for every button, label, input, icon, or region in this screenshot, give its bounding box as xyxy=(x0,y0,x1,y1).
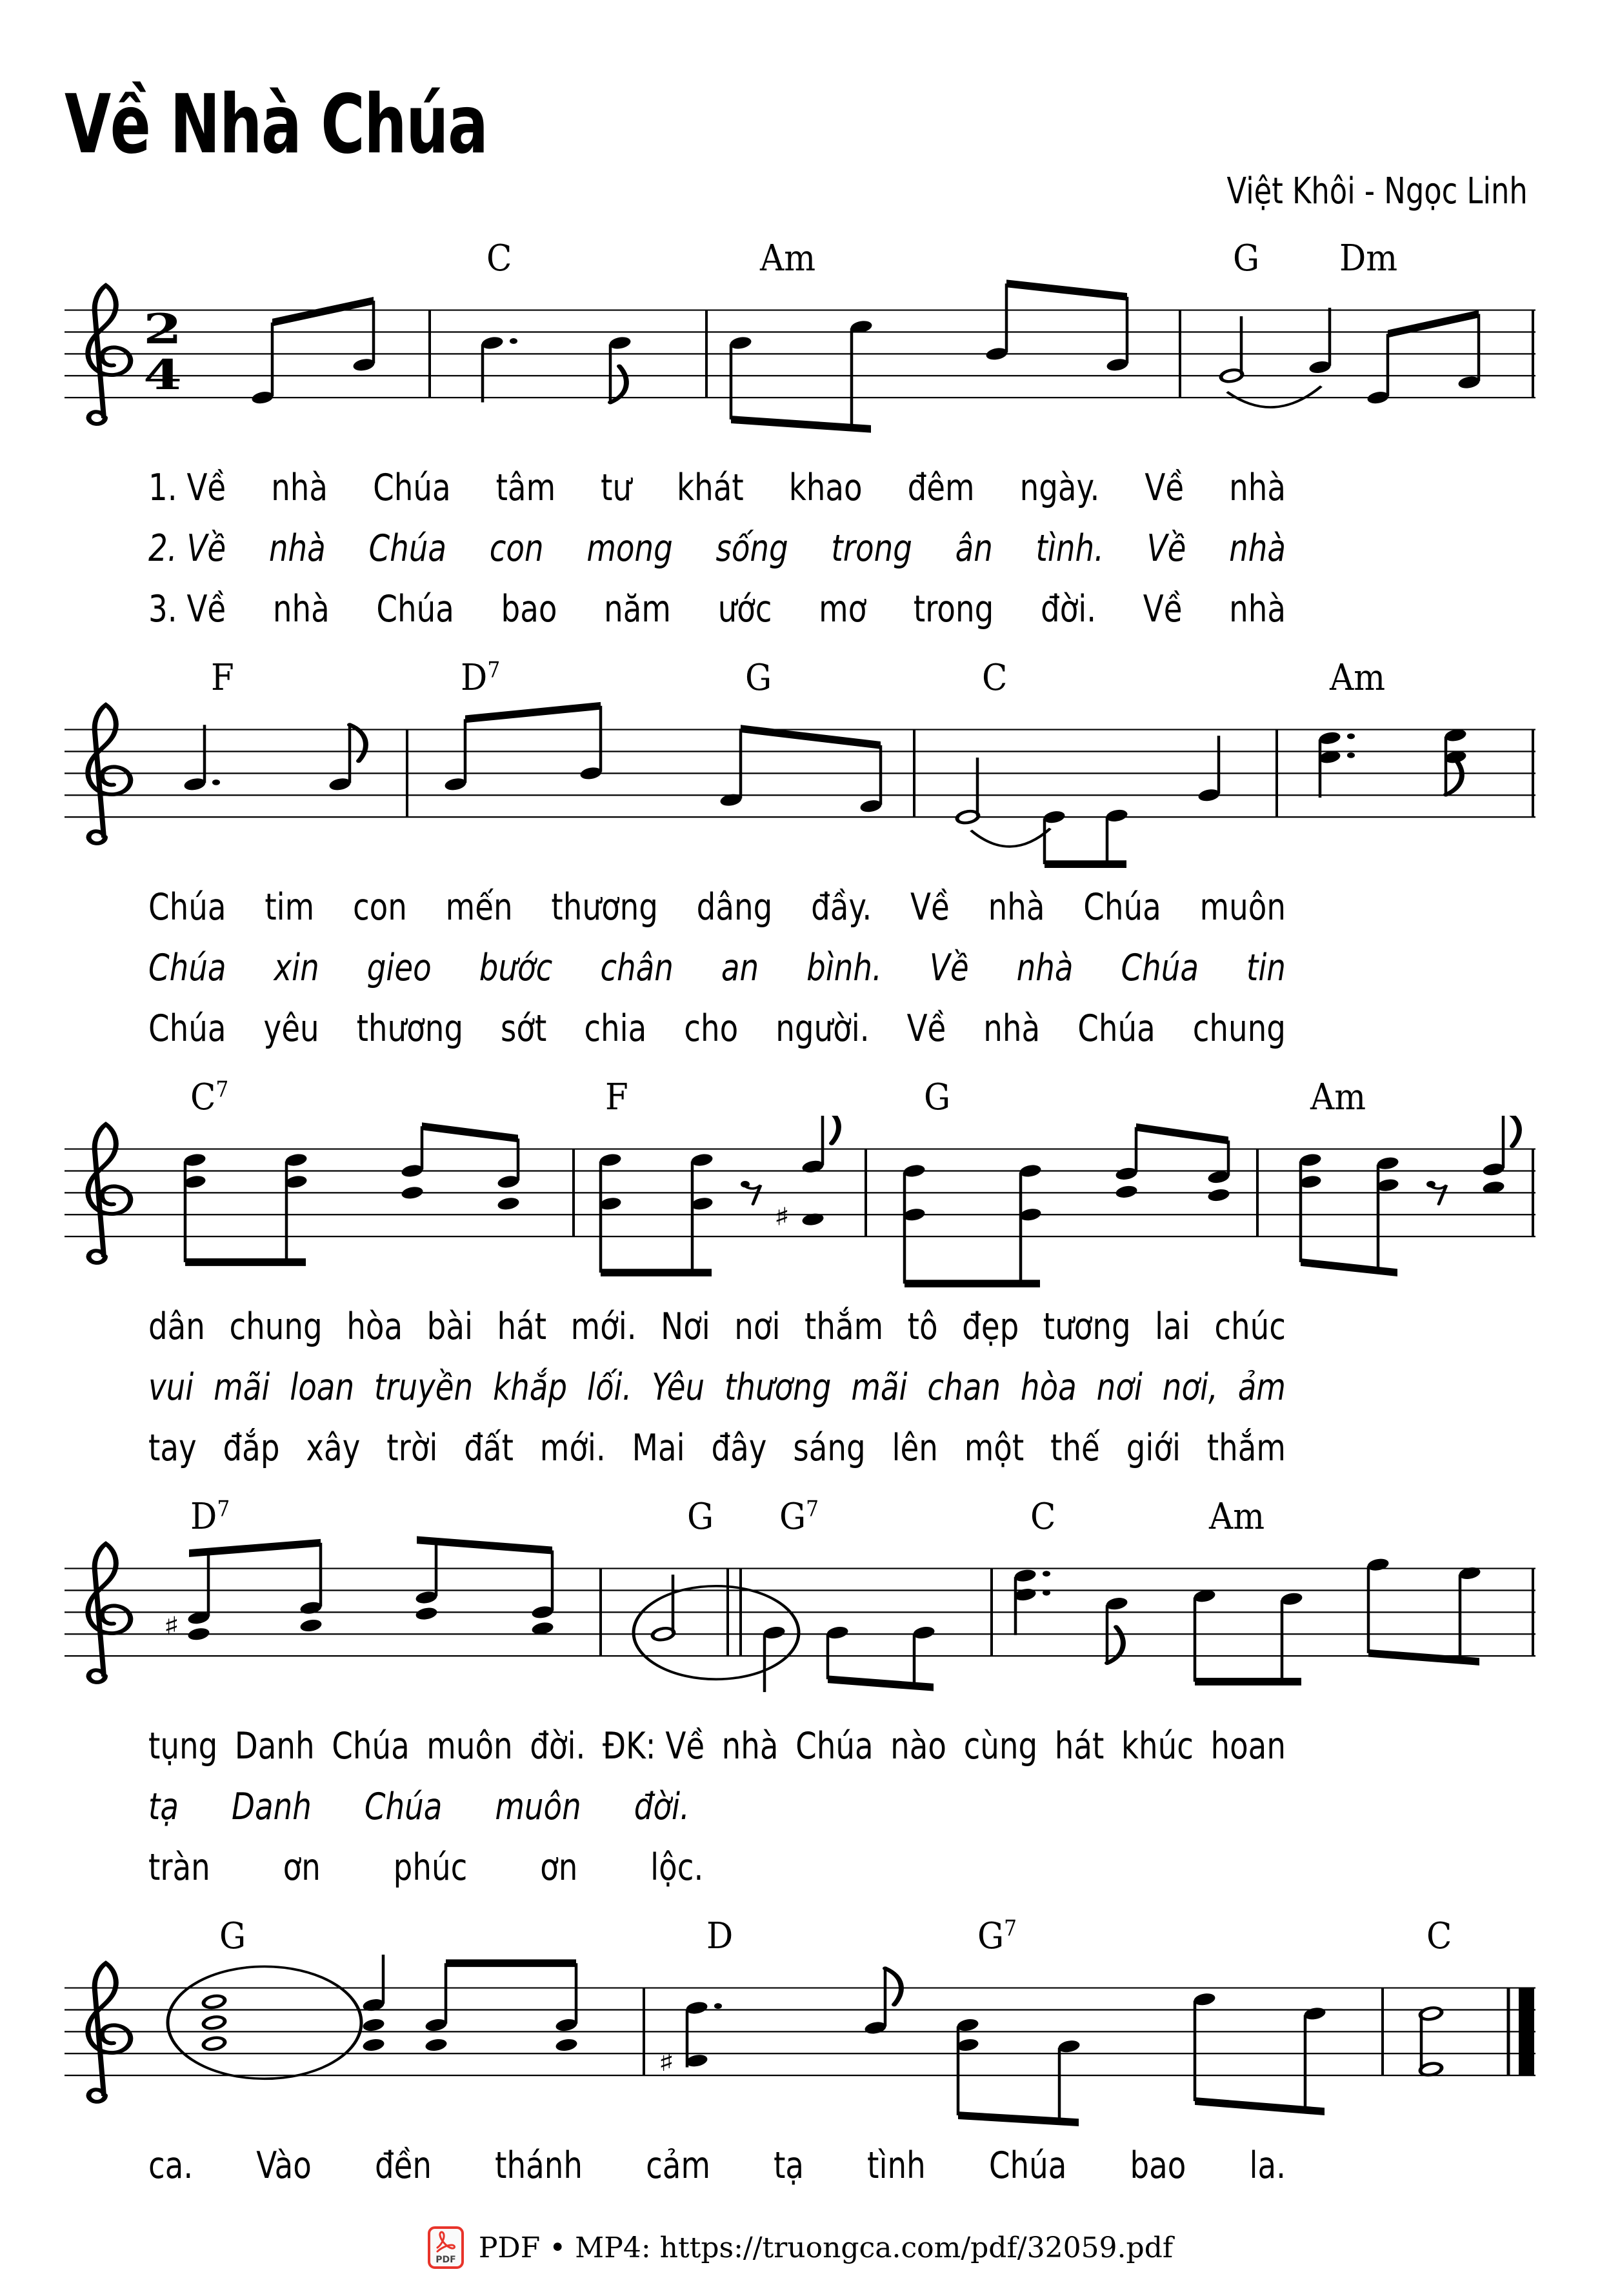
augmentation-dot xyxy=(1043,1571,1050,1576)
beam xyxy=(731,416,871,433)
lyric-word: lai xyxy=(1155,1305,1190,1348)
chord-row xyxy=(65,1493,1535,1538)
lyric-word: cho xyxy=(684,1007,739,1050)
chord-row xyxy=(65,1912,1535,1955)
lyric-word: Về xyxy=(1145,466,1185,509)
chord-symbol: G xyxy=(745,657,772,699)
lyric-word: nhà xyxy=(988,885,1045,929)
lyric-word: yêu xyxy=(263,1007,319,1050)
lyric-word: tư xyxy=(601,466,632,509)
lyric-word: tình. xyxy=(1035,527,1104,570)
lyric-word: mong xyxy=(586,527,673,570)
lyric-word: đời. xyxy=(634,1785,690,1828)
lyric-word: Chúa xyxy=(148,946,226,989)
lyric-word: Về xyxy=(910,885,950,929)
beam xyxy=(1368,1649,1479,1666)
lyric-word: cùng xyxy=(963,1724,1038,1767)
lyric-word: thánh xyxy=(495,2144,583,2187)
lyric-word: sớt xyxy=(501,1007,547,1050)
composer-credit: Việt Khôi - Ngọc Linh xyxy=(1226,170,1528,212)
lyrics-block xyxy=(65,877,1535,1059)
chord-symbol: C xyxy=(982,657,1008,699)
lyric-word: muôn xyxy=(426,1724,513,1767)
lyric-word: mới. xyxy=(539,1426,606,1469)
lyric-word: Chúa xyxy=(376,587,454,630)
lyric-word: tin xyxy=(1246,946,1286,989)
lyric-word: ước xyxy=(717,587,772,630)
staff-system xyxy=(65,1955,1535,2135)
chord-symbol: Am xyxy=(760,237,816,279)
lyric-word: nhà xyxy=(721,1724,779,1767)
system-3 xyxy=(65,1073,1535,1478)
augmentation-dot xyxy=(510,338,517,344)
lyric-word: 1. Về xyxy=(148,466,226,509)
lyric-word: an xyxy=(721,946,759,989)
lyrics-line xyxy=(148,1296,1535,1357)
header xyxy=(65,77,1535,216)
lyric-word: ca. xyxy=(148,2144,194,2187)
lyric-word: ngày. xyxy=(1019,466,1100,509)
lyric-word: mến xyxy=(445,885,513,929)
chord-symbol: F xyxy=(211,657,234,699)
lyric-word: lối. xyxy=(586,1365,632,1409)
lyric-word: Chúa xyxy=(148,885,226,929)
chord-symbol: $D^7$ xyxy=(190,1496,230,1538)
lyric-word: đẹp xyxy=(962,1305,1019,1348)
lyric-word: người. xyxy=(775,1007,870,1050)
chord-symbol: Dm xyxy=(1339,237,1398,279)
beam xyxy=(828,1675,934,1691)
lyric-word: ân xyxy=(955,527,993,570)
lyrics-block xyxy=(65,2135,1535,2196)
lyric-word: tay xyxy=(148,1426,197,1469)
lyric-word: giới xyxy=(1126,1426,1181,1469)
lyric-word: hòa xyxy=(346,1305,403,1348)
augmentation-dot xyxy=(212,780,220,785)
lyric-word: khao xyxy=(788,466,863,509)
beam xyxy=(422,1122,518,1142)
lyric-word: nào xyxy=(890,1724,947,1767)
lyric-word: bài xyxy=(426,1305,473,1348)
tie-oval xyxy=(168,1966,361,2079)
lyric-word: nhà xyxy=(272,587,330,630)
lyric-word: đầy. xyxy=(811,885,872,929)
tie-slur xyxy=(971,829,1050,847)
lyric-word: nhà xyxy=(1229,466,1286,509)
lyric-word: dân xyxy=(148,1305,205,1348)
lyric-word: Chúa xyxy=(1121,946,1199,989)
chord-symbol: G xyxy=(219,1915,246,1957)
augmentation-dot xyxy=(714,2003,722,2009)
lyric-word: Chúa xyxy=(373,466,451,509)
footer-link[interactable]: PDF • MP4: https://truongca.com/pdf/32059.pdf xyxy=(478,2231,1174,2264)
lyric-word: nơi xyxy=(1096,1365,1143,1409)
note-head xyxy=(1206,1187,1232,1203)
lyric-word: chân xyxy=(600,946,674,989)
lyric-word: đất xyxy=(464,1426,514,1469)
lyric-word: thương xyxy=(724,1365,832,1409)
chord-symbol: G xyxy=(687,1496,714,1538)
lyric-word: thắm xyxy=(1206,1426,1286,1469)
lyric-word: tâm xyxy=(495,466,556,509)
lyric-word: phúc xyxy=(393,1846,468,1889)
pdf-icon-label: PDF xyxy=(435,2255,456,2265)
lyric-word: Chúa xyxy=(988,2144,1067,2187)
lyric-word: hòa xyxy=(1020,1365,1077,1409)
lyric-word: muôn xyxy=(495,1785,581,1828)
eighth-flag xyxy=(1446,759,1462,795)
note-head xyxy=(1114,1184,1139,1200)
lyric-word: khắp xyxy=(493,1365,568,1409)
treble-clef-icon xyxy=(88,285,130,424)
lyric-word: nhà xyxy=(1229,587,1286,630)
augmentation-dot xyxy=(1347,752,1355,758)
lyric-word: hoan xyxy=(1210,1724,1286,1767)
lyric-word: Mai xyxy=(632,1426,685,1469)
lyric-word: sống xyxy=(715,527,788,570)
lyric-word: con xyxy=(352,885,407,929)
chord-symbol: F xyxy=(605,1076,628,1118)
sharp-accidental: ♯ xyxy=(774,1202,790,1231)
lyric-word: hát xyxy=(1054,1724,1105,1767)
lyric-word: Vào xyxy=(256,2144,312,2187)
note-head xyxy=(414,1606,439,1621)
lyric-word: sáng xyxy=(793,1426,866,1469)
lyric-word: Chúa xyxy=(148,1007,226,1050)
lyric-word: lộc. xyxy=(650,1846,704,1889)
note-head xyxy=(186,1626,212,1642)
lyric-word: Chúa xyxy=(1077,1007,1155,1050)
lyric-word: trong xyxy=(831,527,912,570)
system-2 xyxy=(65,654,1535,1059)
lyric-word: muôn xyxy=(1199,885,1286,929)
lyric-word: hát xyxy=(497,1305,547,1348)
system-1 xyxy=(65,234,1535,639)
lyric-word: dâng xyxy=(696,885,773,929)
lyric-word: đền xyxy=(374,2144,432,2187)
lyric-word: tình xyxy=(867,2144,926,2187)
lyric-word: tụng xyxy=(148,1724,218,1767)
chord-symbol: D xyxy=(706,1915,734,1957)
note-head xyxy=(399,1185,425,1200)
chord-symbol: C xyxy=(1030,1496,1056,1538)
beam xyxy=(1195,1678,1301,1686)
lyric-word: Danh xyxy=(231,1785,312,1828)
lyric-word: Về xyxy=(929,946,969,989)
lyric-word: khúc xyxy=(1121,1724,1194,1767)
lyric-word: nơi xyxy=(734,1305,781,1348)
lyric-word: thương xyxy=(551,885,658,929)
lyric-word: trời xyxy=(386,1426,438,1469)
staff-system xyxy=(65,696,1535,877)
note-head xyxy=(361,2017,386,2033)
lyric-word: ảm xyxy=(1237,1365,1286,1409)
note-head xyxy=(298,1618,324,1633)
lyric-word: 3. Về xyxy=(148,587,226,630)
lyric-word: chan xyxy=(927,1365,1001,1409)
eighth-flag xyxy=(1503,1116,1519,1146)
chord-symbol: $G^7$ xyxy=(779,1496,819,1538)
lyric-word: mới. xyxy=(570,1305,637,1348)
lyric-word: bao xyxy=(501,587,557,630)
beam xyxy=(272,297,374,327)
lyric-word: tương xyxy=(1043,1305,1131,1348)
lyric-word: Nơi xyxy=(661,1305,710,1348)
lyric-word: bao xyxy=(1130,2144,1186,2187)
note-head xyxy=(201,1994,227,2009)
lyric-word: ơn xyxy=(540,1846,578,1889)
lyric-word: Về xyxy=(906,1007,946,1050)
lyric-word: tạ xyxy=(774,2144,805,2187)
note-head xyxy=(800,1211,826,1227)
footer xyxy=(65,2226,1535,2270)
augmentation-dot xyxy=(1043,1590,1050,1596)
lyric-word: nhà xyxy=(1229,527,1286,570)
lyric-word: nhà xyxy=(271,466,328,509)
lyric-word: chung xyxy=(1192,1007,1286,1050)
eighth-rest-icon xyxy=(745,1185,761,1204)
system-5 xyxy=(65,1912,1535,2196)
treble-clef-icon xyxy=(88,1124,130,1263)
augmentation-dot xyxy=(1347,733,1355,739)
beam xyxy=(1006,279,1127,300)
staff-system xyxy=(65,277,1535,458)
treble-clef-icon xyxy=(88,705,130,843)
lyric-word: thắm xyxy=(805,1305,884,1348)
song-title: Về Nhà Chúa xyxy=(65,77,488,172)
lyric-word: đắp xyxy=(223,1426,280,1469)
chord-symbol: C xyxy=(1426,1915,1452,1957)
lyrics-block xyxy=(65,458,1535,639)
beam xyxy=(446,1959,576,1967)
lyric-word: thế xyxy=(1050,1426,1100,1469)
note-head xyxy=(554,2037,579,2053)
lyric-word: chúc xyxy=(1214,1305,1286,1348)
beam xyxy=(465,702,601,723)
lyric-word: Chúa xyxy=(332,1724,410,1767)
lyric-word: 2. Về xyxy=(148,527,226,570)
chord-symbol: Am xyxy=(1310,1076,1366,1118)
lyrics-block xyxy=(65,1716,1535,1898)
lyric-word: con xyxy=(489,527,544,570)
lyric-word: nhà xyxy=(983,1007,1041,1050)
lyric-word: đây xyxy=(711,1426,767,1469)
time-signature: 2 xyxy=(143,305,182,354)
chord-row xyxy=(65,1073,1535,1116)
lyric-word: mãi xyxy=(214,1365,270,1409)
lyric-word: xây xyxy=(306,1426,361,1469)
note-head xyxy=(201,2036,227,2051)
lyrics-line xyxy=(148,938,1535,998)
chord-symbol: G xyxy=(924,1076,951,1118)
eighth-rest-icon xyxy=(1431,1185,1446,1204)
lyrics-line xyxy=(148,1357,1535,1418)
lyrics-block xyxy=(65,1296,1535,1478)
lyric-word: chia xyxy=(584,1007,647,1050)
sharp-accidental: ♯ xyxy=(163,1611,180,1640)
lyric-word: tràn xyxy=(148,1846,210,1889)
system-4 xyxy=(65,1493,1535,1898)
lyric-word: nhà xyxy=(1016,946,1074,989)
beam xyxy=(1045,860,1126,868)
lyric-word: loan xyxy=(290,1365,355,1409)
lyric-word: mãi xyxy=(851,1365,908,1409)
sharp-accidental: ♯ xyxy=(658,2048,675,2077)
chord-row xyxy=(65,234,1535,277)
chord-symbol: G xyxy=(1233,237,1260,279)
lyric-word: trong xyxy=(913,587,994,630)
lyric-word: Danh xyxy=(234,1724,315,1767)
lyric-word: chung xyxy=(229,1305,323,1348)
lyrics-line xyxy=(148,1837,1535,1898)
note-head xyxy=(423,2037,449,2053)
lyrics-line xyxy=(148,998,1535,1059)
eighth-flag xyxy=(1107,1627,1123,1663)
chord-symbol: $D^7$ xyxy=(461,657,501,699)
lyric-word: bước xyxy=(479,946,553,989)
lyrics-line xyxy=(148,1716,1535,1777)
lyric-word: bình. xyxy=(806,946,882,989)
lyric-word: năm xyxy=(604,587,671,630)
lyric-word: một xyxy=(964,1426,1025,1469)
lyric-word: tim xyxy=(265,885,315,929)
lyrics-line xyxy=(148,579,1535,639)
note-head xyxy=(361,2037,386,2053)
lyric-word: tạ xyxy=(148,1785,179,1828)
eighth-flag xyxy=(823,1116,839,1143)
lyrics-line xyxy=(148,458,1535,518)
lyric-word: tô xyxy=(907,1305,938,1348)
lyric-word: nơi, xyxy=(1162,1365,1218,1409)
final-barline xyxy=(1519,1988,1534,2076)
lyrics-line xyxy=(148,1418,1535,1478)
lyrics-line xyxy=(148,1777,1535,1837)
lyrics-line xyxy=(148,518,1535,579)
lyric-word: mơ xyxy=(819,587,867,630)
lyric-word: Chúa xyxy=(364,1785,443,1828)
treble-clef-icon xyxy=(88,1544,130,1682)
chord-symbol: Am xyxy=(1330,657,1386,699)
lyric-word: xin xyxy=(274,946,319,989)
chord-symbol: $G^7$ xyxy=(977,1915,1017,1957)
lyric-word: khát xyxy=(677,466,744,509)
lyric-word: ĐK: Về xyxy=(602,1724,705,1767)
lyric-word: ơn xyxy=(283,1846,321,1889)
pdf-file-icon[interactable] xyxy=(427,2226,465,2270)
lyric-word: đêm xyxy=(907,466,975,509)
time-signature: 4 xyxy=(143,350,182,399)
lyric-word: nhà xyxy=(268,527,326,570)
lyric-word: Chúa xyxy=(368,527,447,570)
beam xyxy=(1301,1258,1397,1276)
lyric-word: đời. xyxy=(1040,587,1097,630)
eighth-flag xyxy=(885,1968,901,2004)
music-systems xyxy=(65,234,1535,2196)
lyric-word: đời. xyxy=(530,1724,586,1767)
lyric-word: Về xyxy=(1146,527,1186,570)
lyric-word: vui xyxy=(148,1365,194,1409)
lyric-word: cảm xyxy=(646,2144,710,2187)
treble-clef-icon xyxy=(88,1963,130,2102)
lyric-word: Về xyxy=(1143,587,1183,630)
note-head xyxy=(201,2015,227,2030)
chord-symbol: $C^7$ xyxy=(190,1076,229,1118)
beam xyxy=(1136,1123,1228,1144)
lyric-word: Chúa xyxy=(795,1724,874,1767)
lyrics-line xyxy=(148,2135,1535,2196)
staff-system xyxy=(65,1116,1535,1296)
beam xyxy=(741,725,881,749)
staff-system xyxy=(65,1535,1535,1716)
note-head xyxy=(495,1196,521,1211)
lyric-word: truyền xyxy=(374,1365,474,1409)
lyric-word: la. xyxy=(1249,2144,1286,2187)
lyric-word: thương xyxy=(356,1007,464,1050)
lyric-word: Yêu xyxy=(652,1365,705,1409)
chord-row xyxy=(65,654,1535,699)
lyric-word: Chúa xyxy=(1083,885,1161,929)
chord-symbol: Am xyxy=(1209,1496,1265,1538)
chord-symbol: C xyxy=(486,237,512,279)
lyrics-line xyxy=(148,877,1535,938)
tie-slur xyxy=(1227,386,1321,407)
lyric-word: lên xyxy=(892,1426,938,1469)
lyric-word: gieo xyxy=(366,946,432,989)
beam xyxy=(601,1269,712,1276)
beam xyxy=(1388,310,1479,338)
